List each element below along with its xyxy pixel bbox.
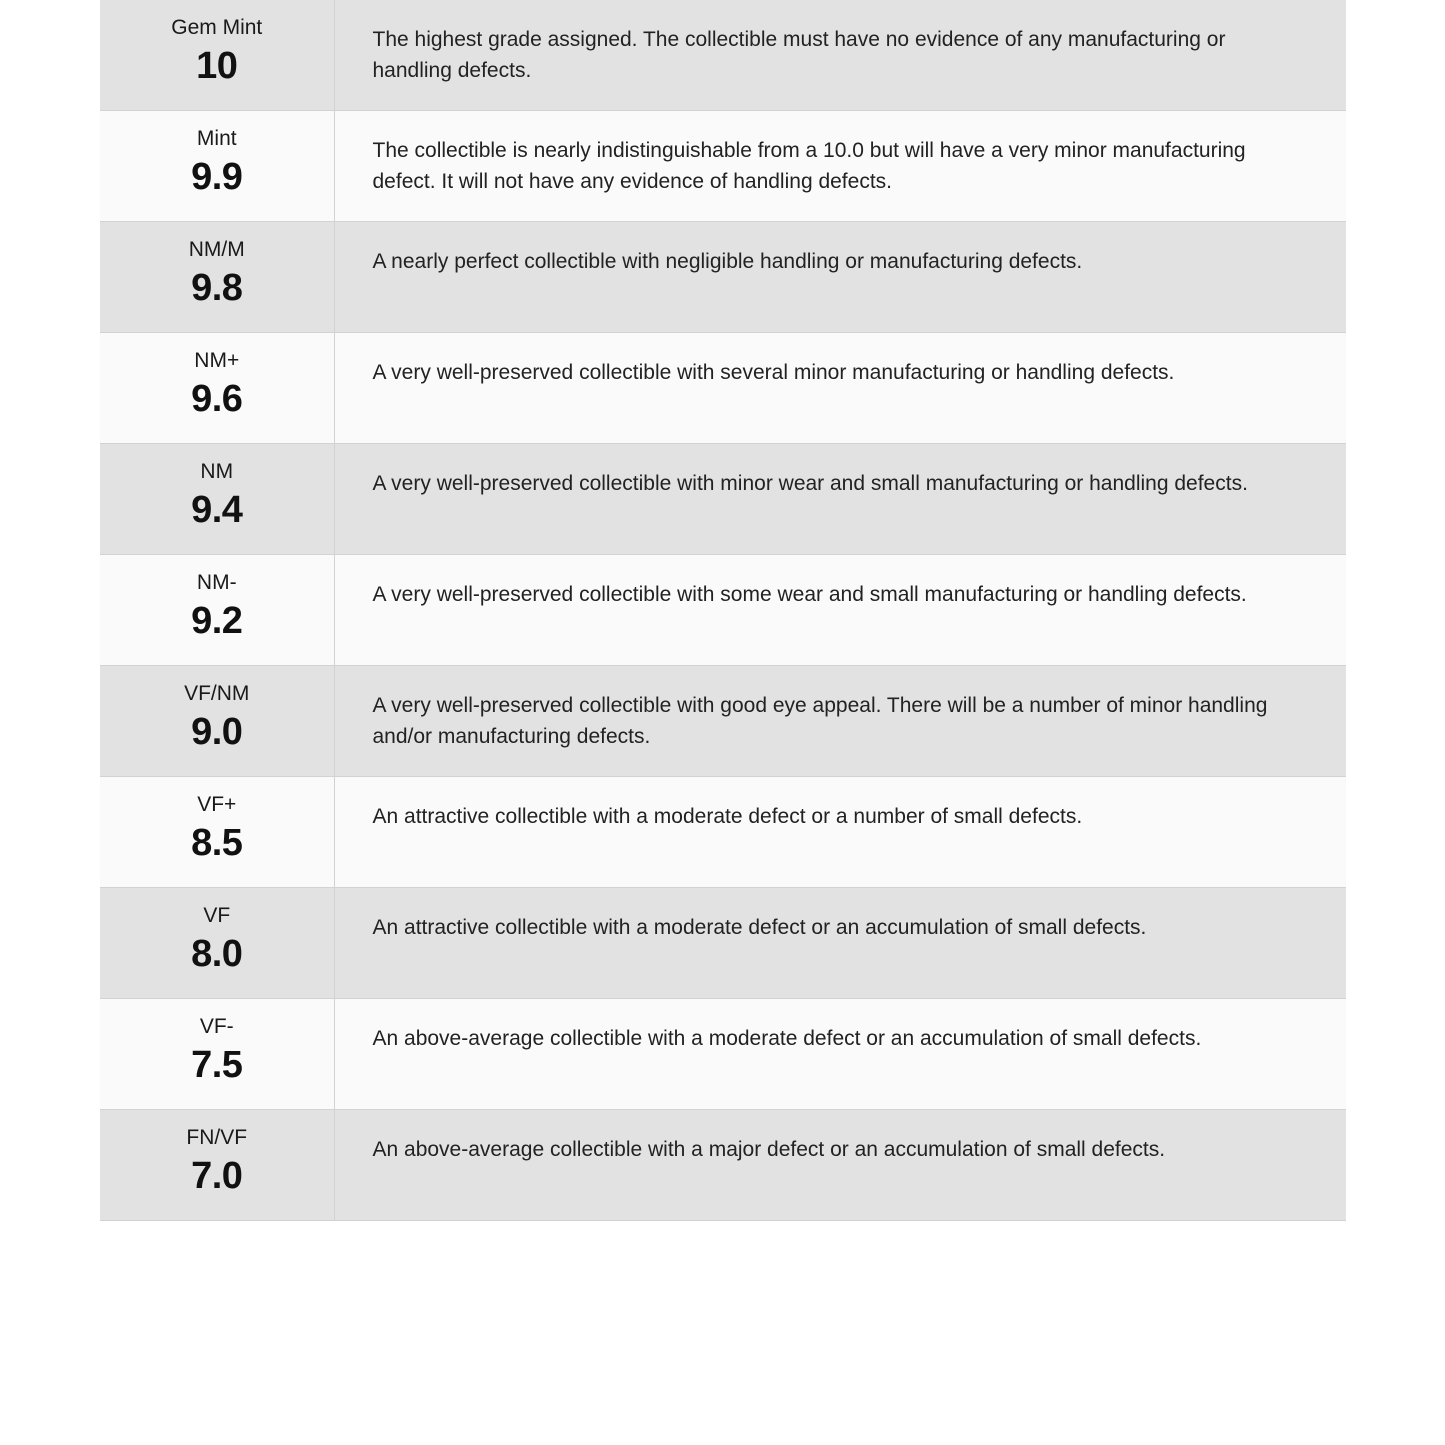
grade-number: 7.0 — [191, 1155, 243, 1197]
table-row — [100, 1110, 1346, 1221]
grade-label: VF/NM — [184, 682, 250, 705]
grade-label: VF+ — [197, 793, 237, 816]
grade-cell — [100, 444, 334, 555]
description-cell — [334, 222, 1346, 333]
table-row — [100, 0, 1346, 111]
description-text: An attractive collectible with a moderate defect or an accumulation of small defects. — [372, 916, 1147, 939]
grade-label: Mint — [196, 127, 237, 150]
description-text: A very well-preserved collectible with some wear and small manufacturing or handling defects. — [372, 583, 1247, 606]
description-cell — [334, 0, 1346, 111]
description-cell — [334, 777, 1346, 888]
grade-number: 9.4 — [191, 489, 243, 531]
table-row — [100, 444, 1346, 555]
grade-label: VF — [203, 904, 231, 927]
table-row — [100, 222, 1346, 333]
grade-label: NM/M — [188, 238, 245, 261]
grade-number: 9.9 — [191, 156, 243, 198]
description-text: A nearly perfect collectible with negligible handling or manufacturing defects. — [372, 250, 1083, 273]
description-text: An attractive collectible with a moderate defect or a number of small defects. — [372, 805, 1083, 828]
description-cell — [334, 666, 1346, 777]
grade-cell — [100, 999, 334, 1110]
grade-number: 9.8 — [191, 267, 243, 309]
grade-cell — [100, 0, 334, 111]
description-text: An above-average collectible with a major defect or an accumulation of small defects. — [372, 1138, 1166, 1161]
grade-cell — [100, 555, 334, 666]
grade-label: NM+ — [194, 349, 240, 372]
grade-cell — [100, 222, 334, 333]
description-text: A very well-preserved collectible with good eye appeal. There will be a number of minor handling and/or manufacturing defects. — [372, 694, 1268, 748]
description-cell — [334, 1110, 1346, 1221]
grade-label: FN/VF — [186, 1126, 248, 1149]
grade-cell — [100, 111, 334, 222]
grade-label: NM — [200, 460, 234, 483]
grade-cell — [100, 666, 334, 777]
table-row — [100, 888, 1346, 999]
description-text: The collectible is nearly indistinguishable from a 10.0 but will have a very minor manufacturing defect. It will not have any evidence of handling defects. — [372, 139, 1246, 193]
grade-cell — [100, 888, 334, 999]
grade-number: 10 — [196, 45, 238, 87]
description-text: A very well-preserved collectible with several minor manufacturing or handling defects. — [372, 361, 1175, 384]
grade-number: 9.2 — [191, 600, 243, 642]
grade-cell — [100, 333, 334, 444]
grade-number: 8.5 — [191, 822, 243, 864]
grade-label: NM- — [196, 571, 237, 594]
table-row — [100, 333, 1346, 444]
description-text: An above-average collectible with a moderate defect or an accumulation of small defects. — [372, 1027, 1202, 1050]
description-cell — [334, 444, 1346, 555]
grade-label: Gem Mint — [171, 16, 263, 39]
grade-number: 9.0 — [191, 711, 243, 753]
table-row — [100, 999, 1346, 1110]
grade-number: 8.0 — [191, 933, 243, 975]
table-row — [100, 555, 1346, 666]
description-text: A very well-preserved collectible with minor wear and small manufacturing or handling defects. — [372, 472, 1248, 495]
grade-number: 7.5 — [191, 1044, 243, 1086]
description-cell — [334, 555, 1346, 666]
grading-scale-table-body — [100, 0, 1346, 1221]
grade-cell — [100, 1110, 334, 1221]
description-cell — [334, 888, 1346, 999]
table-row — [100, 666, 1346, 777]
grade-cell — [100, 777, 334, 888]
grade-label: VF- — [199, 1015, 234, 1038]
description-text: The highest grade assigned. The collectible must have no evidence of any manufacturing or handling defects. — [372, 28, 1226, 82]
description-cell — [334, 111, 1346, 222]
grading-scale-table — [100, 0, 1346, 1221]
table-row — [100, 111, 1346, 222]
table-row — [100, 777, 1346, 888]
grade-number: 9.6 — [191, 378, 243, 420]
description-cell — [334, 999, 1346, 1110]
description-cell — [334, 333, 1346, 444]
